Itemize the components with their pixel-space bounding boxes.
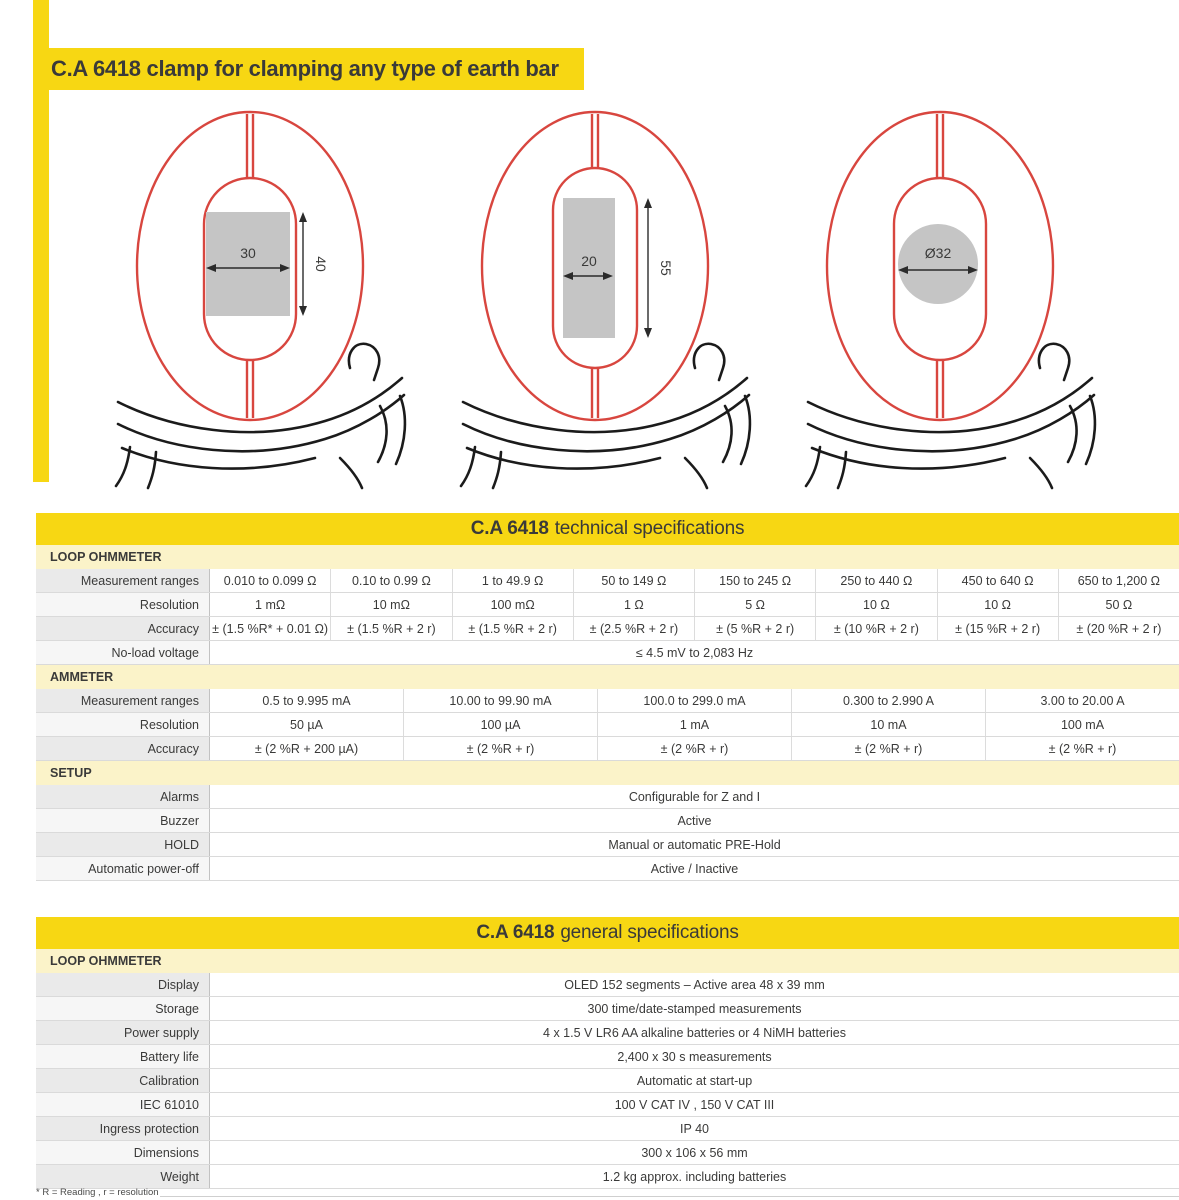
row-label: HOLD [36,833,210,856]
tech-table-title-model: C.A 6418 [470,518,549,539]
row-values [210,785,1179,808]
gen-table-body [36,949,1179,1189]
section-band: LOOP OHMMETER [36,949,1179,973]
gen-table-title [36,917,1179,949]
row-values [210,1117,1179,1140]
value-cell: 10 Ω [816,593,937,616]
row-values [210,737,1179,760]
value-cell: 100 mA [1060,717,1105,732]
spec-row [36,997,1179,1021]
row-label: Dimensions [36,1141,210,1164]
spec-row [36,689,1179,713]
value-merged: IP 40 [680,1121,709,1136]
row-label: Resolution [36,713,210,736]
value-cell: ± (20 %R + 2 r) [1076,621,1162,636]
value-cell: 450 to 640 Ω [938,569,1059,592]
row-label: Alarms [36,785,210,808]
value-cell: 100 µA [404,713,598,736]
value-merged: 100 V CAT IV , 150 V CAT III [614,1097,775,1112]
row-values [210,1141,1179,1164]
spec-row [36,1117,1179,1141]
spec-row [36,1021,1179,1045]
bottom-divider [160,1196,1179,1197]
spec-row [36,1141,1179,1165]
row-values [210,833,1179,856]
spec-row [36,857,1179,881]
row-values [210,1165,1179,1188]
value-merged: ≤ 4.5 mV to 2,083 Hz [635,645,754,660]
value-cell: 250 to 440 Ω [816,569,937,592]
row-values [210,1045,1179,1068]
gen-table-title-rest: general specifications [560,922,739,943]
value-merged: OLED 152 segments – Active area 48 x 39 mm [564,977,825,992]
row-label: Measurement ranges [36,569,210,592]
spec-row [36,1045,1179,1069]
tech-table-title [36,513,1179,545]
row-values [210,997,1179,1020]
bar-cross-section [206,212,290,316]
row-values [210,593,1179,616]
value-cell: ± (2 %R + r) [598,737,792,760]
row-values [210,857,1179,880]
spec-row [36,641,1179,665]
clamp-diagram-bar-20x55 [445,106,765,496]
value-cell: 0.300 to 2.990 A [792,689,986,712]
value-cell: 50 Ω [1105,597,1133,612]
value-cell: 0.10 to 0.99 Ω [331,569,452,592]
dim-height-label: 55 [658,260,674,276]
row-label: Weight [36,1165,210,1188]
page-title: C.A 6418 clamp for clamping any type of earth bar [38,48,584,90]
dim-width-label: 20 [581,253,597,269]
row-label: Power supply [36,1021,210,1044]
row-label: Battery life [36,1045,210,1068]
row-values [210,809,1179,832]
value-cell: ± (2 %R + r) [792,737,986,760]
value-cell: ± (15 %R + 2 r) [938,617,1059,640]
value-cell: 100 mΩ [453,593,574,616]
value-cell: 50 to 149 Ω [574,569,695,592]
value-merged: Active [677,813,712,828]
tech-table-body [36,545,1179,881]
row-label: IEC 61010 [36,1093,210,1116]
value-cell: 10 Ω [938,593,1059,616]
row-label: Display [36,973,210,996]
value-merged: Configurable for Z and I [628,789,761,804]
value-cell: 1 to 49.9 Ω [453,569,574,592]
footnote: * R = Reading , r = resolution [36,1187,159,1198]
value-cell: 10 mA [792,713,986,736]
row-values [210,973,1179,996]
row-label: Ingress protection [36,1117,210,1140]
value-cell: 3.00 to 20.00 A [1040,693,1125,708]
row-label: Resolution [36,593,210,616]
value-cell: ± (10 %R + 2 r) [816,617,937,640]
value-merged: 4 x 1.5 V LR6 AA alkaline batteries or 4 NiMH batteries [543,1025,846,1040]
spec-row [36,569,1179,593]
spec-row [36,833,1179,857]
value-cell: 1 mΩ [210,593,331,616]
row-label: Calibration [36,1069,210,1092]
value-cell: ± (2 %R + 200 µA) [210,737,404,760]
value-merged: 2,400 x 30 s measurements [617,1049,772,1064]
value-cell: 0.5 to 9.995 mA [210,689,404,712]
value-cell: ± (5 %R + 2 r) [695,617,816,640]
value-cell: 1 Ω [574,593,695,616]
spec-row [36,737,1179,761]
row-label: Accuracy [36,737,210,760]
spec-row [36,1069,1179,1093]
row-values [210,689,1179,712]
round-cross-section [898,224,978,304]
value-merged: 1.2 kg approx. including batteries [602,1169,787,1184]
value-cell: ± (1.5 %R* + 0.01 Ω) [210,617,331,640]
value-cell: 10 mΩ [331,593,452,616]
row-values [210,617,1179,640]
spec-row [36,617,1179,641]
spec-row [36,1165,1179,1189]
value-merged: 300 x 106 x 56 mm [641,1145,748,1160]
spec-row [36,973,1179,997]
row-label: Storage [36,997,210,1020]
dim-width-label: 30 [240,245,256,261]
general-specifications-table [36,917,1179,1189]
row-label: Buzzer [36,809,210,832]
spec-row [36,785,1179,809]
value-cell: ± (2 %R + r) [404,737,598,760]
clamp-diagram-bar-30x40 [100,106,420,496]
value-cell: 0.010 to 0.099 Ω [210,569,331,592]
value-cell: ± (1.5 %R + 2 r) [331,617,452,640]
section-band: AMMETER [36,665,1179,689]
row-values [210,641,1179,664]
clamp-diagram-round-32 [790,106,1110,496]
section-band: SETUP [36,761,1179,785]
section-band: LOOP OHMMETER [36,545,1179,569]
value-cell: 50 µA [210,713,404,736]
row-label: Accuracy [36,617,210,640]
spec-row [36,593,1179,617]
dim-height-label: 40 [313,256,329,272]
row-values [210,1093,1179,1116]
value-cell: 150 to 245 Ω [695,569,816,592]
value-merged: Active / Inactive [650,861,739,876]
row-label: Automatic power-off [36,857,210,880]
spec-row [36,1093,1179,1117]
row-values [210,713,1179,736]
row-values [210,569,1179,592]
row-label: No-load voltage [36,641,210,664]
gen-table-title-model: C.A 6418 [476,922,555,943]
value-cell: 10.00 to 99.90 mA [404,689,598,712]
value-cell: 1 mA [598,713,792,736]
dim-diameter-label: Ø32 [924,245,952,261]
value-merged: 300 time/date-stamped measurements [587,1001,802,1016]
spec-row [36,713,1179,737]
row-values [210,1069,1179,1092]
row-values [210,1021,1179,1044]
value-cell: 5 Ω [695,593,816,616]
value-cell: 650 to 1,200 Ω [1077,573,1161,588]
value-merged: Automatic at start-up [636,1073,753,1088]
value-merged: Manual or automatic PRE-Hold [608,837,781,852]
row-label: Measurement ranges [36,689,210,712]
value-cell: ± (2 %R + r) [1048,741,1117,756]
value-cell: ± (1.5 %R + 2 r) [453,617,574,640]
spec-row [36,809,1179,833]
technical-specifications-table [36,513,1179,881]
value-cell: ± (2.5 %R + 2 r) [574,617,695,640]
value-cell: 100.0 to 299.0 mA [598,689,792,712]
tech-table-title-rest: technical specifications [554,518,745,539]
